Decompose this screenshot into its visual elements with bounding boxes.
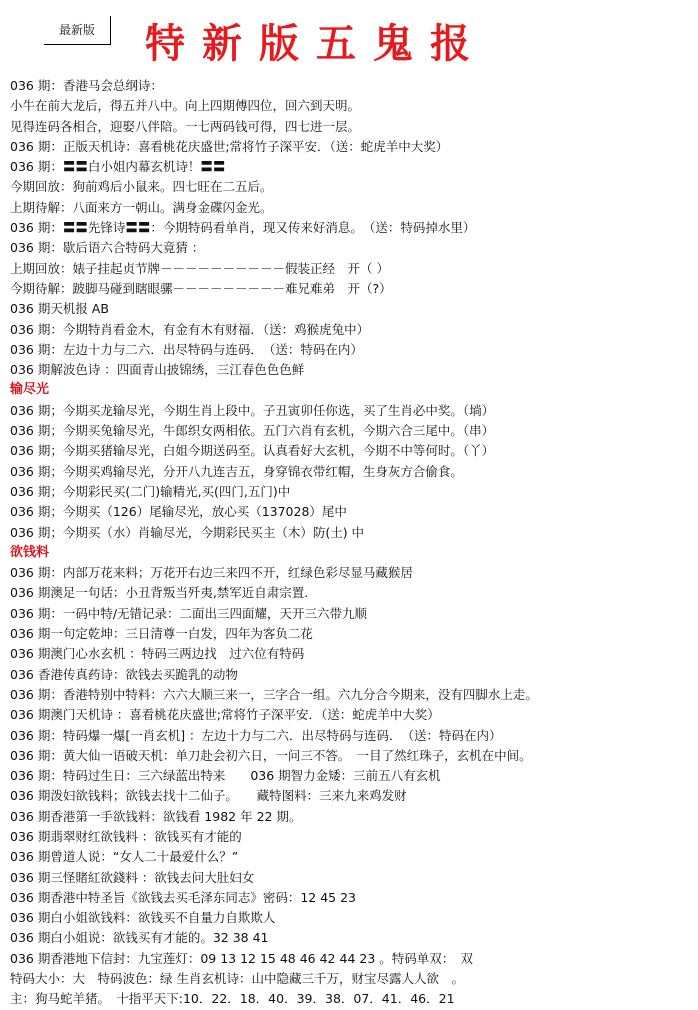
text-line: 036 期；今期买（126）尾输尽光，放心买（137028）尾中 bbox=[10, 504, 347, 520]
text-line: 036 期：〓〓先锋诗〓〓：今期特码看单肖，现又传来好消息。 （送：特码掉水里） bbox=[10, 220, 476, 236]
page-title: 特新版五鬼报 bbox=[145, 20, 487, 67]
text-line: 036 期三怪賭紅欲錢料 ：欲钱去问大肚妇女 bbox=[10, 869, 255, 885]
forecast-text-body bbox=[10, 76, 694, 1010]
text-line: 036 期天机报 AB bbox=[10, 301, 109, 317]
text-line: 今期回放：狗前鸡后小鼠来。四七旺在二五后。 bbox=[10, 179, 273, 195]
text-line: 036 期；今期买（水）肖输尽光，今期彩民买主（木）防(土) 中 bbox=[10, 524, 365, 540]
section-heading: 欲钱料 bbox=[10, 544, 50, 560]
text-line: 036 期：〓〓白小姐内幕玄机诗！〓〓 bbox=[10, 159, 226, 175]
text-line: 036 期：歇后语六合特码大竟猜 ： bbox=[10, 240, 205, 256]
text-line: 036 期解波色诗 ：四面青山披锦绣，三江春色色色鲜 bbox=[10, 362, 305, 378]
text-line: 今期待解：跛脚马碰到瞎眼骡－－－－－－－－－难兄难弟 开（?） bbox=[10, 280, 392, 296]
text-line: 036 期白小姐欲钱料：欲钱买不自量力自欺欺人 bbox=[10, 910, 276, 926]
text-line: 上期待解：八面来方一朝山。满身金碟闪金光。 bbox=[10, 199, 273, 215]
text-line: 036 香港传真药诗：欲钱去买跪乳的动物 bbox=[10, 666, 238, 682]
text-line: 上期回放：婊子挂起贞节牌－－－－－－－－－－假装正经 开（ ） bbox=[10, 260, 389, 276]
text-line: 036 期澳门心水玄机 ：特码三两边找 过六位有特码 bbox=[10, 646, 305, 662]
text-line: 036 期澳足一句话：小丑背叛当歼夷,禁军近自肃宗置. bbox=[10, 585, 309, 601]
text-line: 036 期翡翠财红欲钱料 ：欲钱买有才能的 bbox=[10, 828, 242, 844]
text-line: 036 期澳门天机诗 ：喜看桃花庆盛世;常将竹子深平安．（送：蛇虎羊中大奖） bbox=[10, 707, 440, 723]
text-line: 036 期：香港特别中特料：六六大顺三来一，三字合一组。六九分合今期来，没有四脚水上走。 bbox=[10, 686, 538, 702]
text-line: 036 期曾道人说：“女人二十最爱什么？” bbox=[10, 849, 239, 865]
text-line: 036 期香港中特圣旨《欲钱去买毛泽东同志》密码：12 45 23 bbox=[10, 889, 356, 905]
text-line: 特码大小：大 特码波色：绿 生肖玄机诗：山中隐藏三千万，财宝尽露人人欲 。 bbox=[10, 971, 464, 987]
text-line: 036 期：香港马会总纲诗： bbox=[10, 78, 163, 93]
text-line: 036 期：今期特肖看金木，有金有木有财福．（送：鸡猴虎兔中） bbox=[10, 321, 370, 337]
text-line: 036 期：特码过生日：三六绿蓝出特来 036 期智力金矮：三前五八有玄机 bbox=[10, 768, 441, 784]
text-line: 主：狗马蛇羊猪。 十指平天下:10．22．18．40．39．38．07．41．46．21 bbox=[10, 991, 455, 1007]
text-line: 036 期：一码中特/无错记录：二面出三四面耀，天开三六带九顺 bbox=[10, 605, 368, 621]
text-line: 036 期泼妇欲钱料；欲钱去找十二仙子。 藏特图料：三来九来鸡发财 bbox=[10, 788, 407, 804]
text-line: 036 期；今期买龙输尽光，今期生肖上段中。子丑寅卯任你选，买了生肖必中奖。（埫） bbox=[10, 402, 495, 418]
section-heading: 输尽光 bbox=[10, 382, 50, 398]
text-line: 见得连码各相合，迎娶八伴陪。一七两码钱可得，四七进一层。 bbox=[10, 118, 361, 134]
edition-badge: 最新版 bbox=[44, 16, 111, 45]
text-line: 036 期：特码爆一爆[一肖玄机] ：左边十力与二六．出尽特码与连码． （送：特码在内） bbox=[10, 727, 502, 743]
text-line: 036 期：正版天机诗：喜看桃花庆盛世;常将竹子深平安．（送：蛇虎羊中大奖） bbox=[10, 138, 449, 154]
text-line: 036 期白小姐说：欲钱买有才能的。32 38 41 bbox=[10, 930, 269, 946]
text-line: 036 期；今期买兔输尽光，牛郎织女两相依。五门六肖有玄机，今期六合三尾中。（串） bbox=[10, 423, 495, 439]
text-line: 036 期一句定乾坤：三日清尊一白发，四年为客负二花 bbox=[10, 626, 313, 642]
text-line: 036 期；今期买鸡输尽光，分开八九连吉五，身穿锦衣带红帽，生身灰方合偷食。 bbox=[10, 463, 463, 479]
text-line: 036 期香港地下信封：九宝莲灯：09 13 12 15 48 46 42 44 23 。特码单双： 双 bbox=[10, 950, 473, 966]
text-line: 036 期香港第一手欲钱料：欲钱看 1982 年 22 期。 bbox=[10, 808, 302, 824]
text-line: 036 期：黄大仙一语破天机：单刀赴会初六日，一问三不答。 一目了然红珠子，玄机在中间。 bbox=[10, 747, 532, 763]
text-line: 036 期：内部万花来料；万花开右边三来四不开，红绿色彩尽显马藏猴居 bbox=[10, 565, 413, 581]
text-line: 036 期；今期买猪输尽光，白姐今期送码至。认真看好大玄机，今期不中等何时。（丫） bbox=[10, 443, 495, 459]
text-line: 036 期：左边十力与二六．出尽特码与连码． （送：特码在内） bbox=[10, 341, 363, 357]
text-line: 036 期；今期彩民买(二门)输精光,买(四门,五门)中 bbox=[10, 483, 291, 499]
text-line: 小牛在前大龙后，得五并八中。向上四期傅四位，回六到天明。 bbox=[10, 98, 361, 114]
